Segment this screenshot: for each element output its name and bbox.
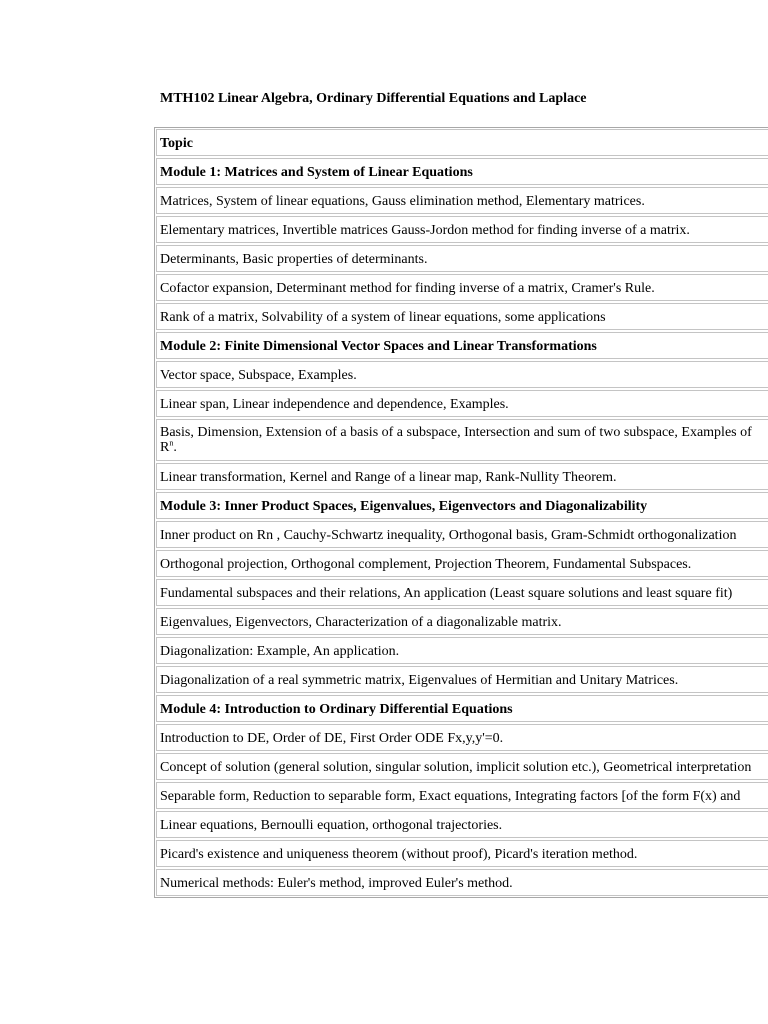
topic-text: Diagonalization of a real symmetric matrix, Eigenvalues of Hermitian and Unitary Matrices. [160,673,679,688]
topic-text: Rank of a matrix, Solvability of a system of linear equations, some applications [160,310,606,325]
header-cell-topic: Topic [160,136,193,151]
topic-text: Matrices, System of linear equations, Gauss elimination method, Elementary matrices. [160,194,645,209]
topic-row [156,724,768,751]
topic-row [156,753,768,780]
topic-text: Eigenvalues, Eigenvectors, Characterization of a diagonalizable matrix. [160,615,562,630]
syllabus-table [154,127,768,898]
table-header-row [156,129,768,156]
module-heading-row [156,332,768,359]
topic-text: Cofactor expansion, Determinant method for finding inverse of a matrix, Cramer's Rule. [160,281,655,296]
topic-row [156,463,768,490]
topic-text: Concept of solution (general solution, singular solution, implicit solution etc.), Geometrical interpretation [160,760,752,775]
topic-text: Inner product on Rn , Cauchy-Schwartz inequality, Orthogonal basis, Gram-Schmidt orthogonalization [160,528,737,543]
module-heading-text: Module 3: Inner Product Spaces, Eigenvalues, Eigenvectors and Diagonalizability [160,499,648,514]
topic-row [156,187,768,214]
topic-text: Fundamental subspaces and their relations, An application (Least square solutions and least square fit) [160,586,733,601]
topic-row [156,811,768,838]
topic-row [156,216,768,243]
topic-row [156,361,768,388]
topic-text: Diagonalization: Example, An application. [160,644,400,659]
module-heading-text: Module 1: Matrices and System of Linear Equations [160,165,473,180]
document-title: MTH102 Linear Algebra, Ordinary Differential Equations and Laplace [160,91,587,106]
topic-row [156,840,768,867]
topic-text: Determinants, Basic properties of determinants. [160,252,428,267]
topic-row [156,245,768,272]
topic-row [156,550,768,577]
topic-row [156,782,768,809]
topic-text: Linear transformation, Kernel and Range of a linear map, Rank-Nullity Theorem. [160,470,617,485]
topic-row [156,869,768,896]
topic-row [156,303,768,330]
topic-row [156,274,768,301]
topic-text: Orthogonal projection, Orthogonal complement, Projection Theorem, Fundamental Subspaces. [160,557,692,572]
topic-row [156,579,768,606]
module-heading-row [156,492,768,519]
topic-text: Separable form, Reduction to separable form, Exact equations, Integrating factors [of the form F(x) and [160,789,741,804]
topic-text: Linear span, Linear independence and dependence, Examples. [160,397,509,412]
topic-row [156,608,768,635]
topic-text: Introduction to DE, Order of DE, First Order ODE Fx,y,y'=0. [160,731,504,746]
topic-text: Elementary matrices, Invertible matrices Gauss-Jordon method for finding inverse of a matrix. [160,223,690,238]
topic-row [156,666,768,693]
module-heading-text: Module 2: Finite Dimensional Vector Spaces and Linear Transformations [160,339,597,354]
topic-text: Linear equations, Bernoulli equation, orthogonal trajectories. [160,818,503,833]
topic-row [156,637,768,664]
topic-text: Picard's existence and uniqueness theorem (without proof), Picard's iteration method. [160,847,638,862]
topic-row [156,419,768,461]
module-heading-row [156,158,768,185]
topic-text: Vector space, Subspace, Examples. [160,368,357,383]
topic-text: Basis, Dimension, Extension of a basis of a subspace, Intersection and sum of two subspace, Examples of $R^n$. [160,425,752,455]
topic-text: Numerical methods: Euler's method, improved Euler's method. [160,876,513,891]
topic-row [156,390,768,417]
module-heading-text: Module 4: Introduction to Ordinary Differential Equations [160,702,513,717]
module-heading-row [156,695,768,722]
topic-row [156,521,768,548]
